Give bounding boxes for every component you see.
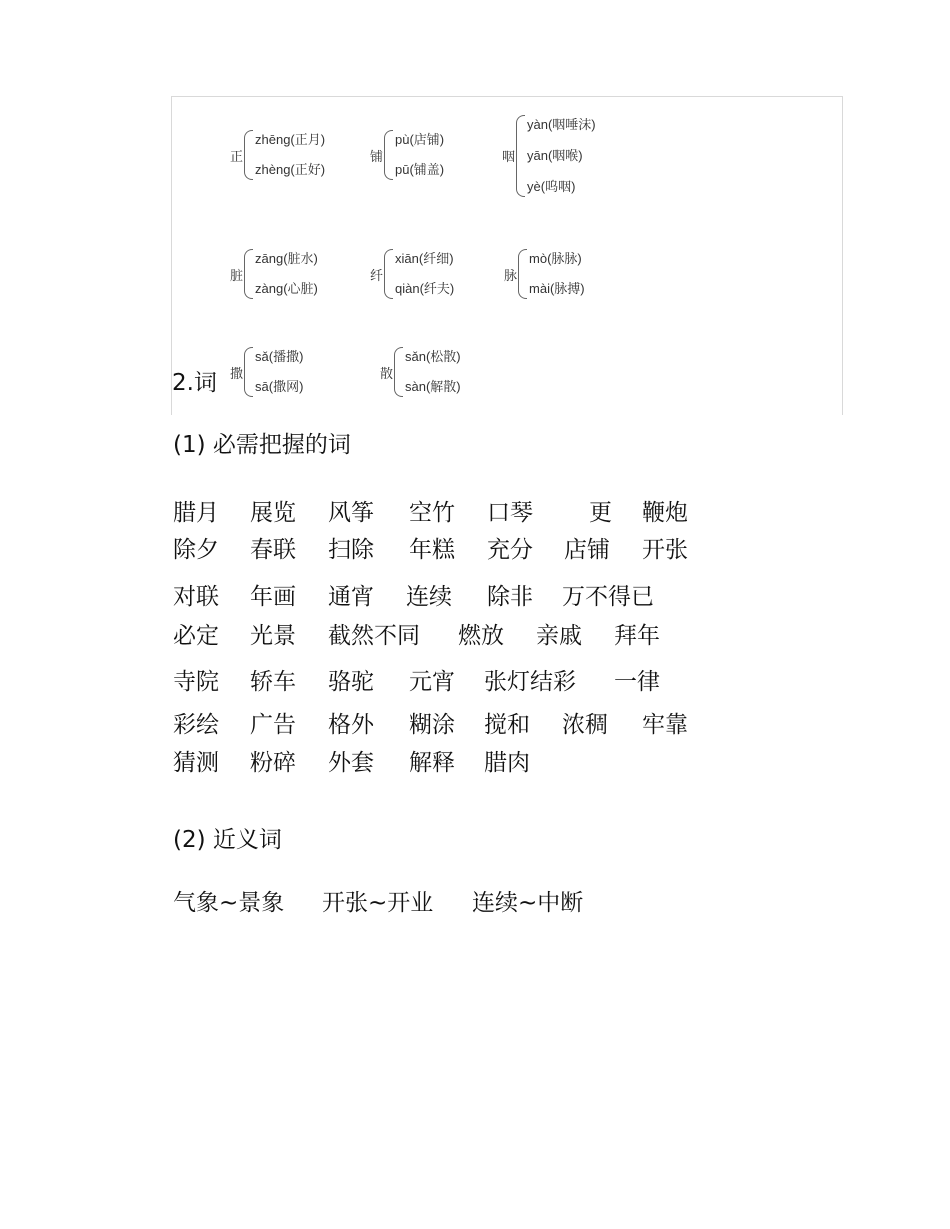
word: 春联 — [250, 537, 296, 563]
pinyin-entry-sa — [230, 342, 303, 402]
reading: yān(咽喉) — [527, 148, 583, 163]
subheading-synonyms: (2) 近义词 — [173, 827, 282, 853]
brace-icon — [244, 130, 253, 180]
word: 彩绘 — [173, 712, 219, 738]
word: 对联 — [173, 584, 219, 610]
subheading-required-words: (1) 必需把握的词 — [173, 432, 351, 458]
reading: xiān(纤细) — [395, 251, 454, 266]
word: 截然不同 — [328, 623, 420, 649]
reading: mò(脉脉) — [529, 251, 582, 266]
entry-char: 铺 — [370, 149, 384, 165]
pinyin-entry-qian — [370, 244, 454, 304]
section-title: 2.词 — [172, 370, 217, 396]
word: 店铺 — [564, 537, 610, 563]
word: 广告 — [250, 712, 296, 738]
word: 浓稠 — [562, 712, 608, 738]
word: 口琴 — [487, 500, 533, 526]
word: 除夕 — [173, 537, 219, 563]
pinyin-entry-san — [380, 342, 461, 402]
reading: yàn(咽唾沫) — [527, 117, 596, 132]
pinyin-entry-yan — [502, 109, 596, 202]
word: 更 — [589, 500, 612, 526]
word: 年画 — [250, 584, 296, 610]
word: 充分 — [487, 537, 533, 563]
word: 搅和 — [484, 712, 530, 738]
reading: mài(脉搏) — [529, 281, 585, 296]
word: 糊涂 — [409, 712, 455, 738]
brace-icon — [244, 249, 253, 299]
word: 牢靠 — [642, 712, 688, 738]
word: 张灯结彩 — [484, 669, 576, 695]
synonym-pair: 连续~中断 — [472, 890, 584, 916]
pinyin-figure — [171, 96, 843, 415]
word: 解释 — [409, 750, 455, 776]
entry-char: 正 — [230, 149, 244, 165]
word: 除非 — [487, 584, 533, 610]
pinyin-entry-mai — [504, 244, 585, 304]
word: 风筝 — [328, 500, 374, 526]
brace-icon — [244, 347, 253, 397]
word: 展览 — [250, 500, 296, 526]
word: 万不得已 — [562, 584, 654, 610]
reading: zàng(心脏) — [255, 281, 318, 296]
pinyin-entry-zang — [230, 244, 318, 304]
reading: sā(撒网) — [255, 379, 304, 394]
pinyin-entry-pu — [370, 125, 444, 185]
reading: sǎ(播撒) — [255, 349, 304, 364]
brace-icon — [394, 347, 403, 397]
reading: zhèng(正好) — [255, 162, 326, 177]
word: 寺院 — [173, 669, 219, 695]
word: 格外 — [328, 712, 374, 738]
word: 空竹 — [409, 500, 455, 526]
word: 通宵 — [328, 584, 374, 610]
word: 一律 — [614, 669, 660, 695]
word: 鞭炮 — [642, 500, 688, 526]
word: 必定 — [173, 623, 219, 649]
reading: zāng(脏水) — [255, 251, 318, 266]
word: 腊肉 — [484, 750, 530, 776]
pinyin-entry-zheng — [230, 125, 325, 185]
reading: zhēng(正月) — [255, 132, 326, 147]
word: 连续 — [406, 584, 452, 610]
entry-char: 脉 — [504, 268, 518, 284]
reading: yè(呜咽) — [527, 179, 576, 194]
reading: pù(店铺) — [395, 132, 445, 147]
entry-char: 撒 — [230, 366, 244, 382]
entry-char: 纤 — [370, 268, 384, 284]
word: 粉碎 — [250, 750, 296, 776]
word: 开张 — [642, 537, 688, 563]
entry-char: 散 — [380, 366, 394, 382]
brace-icon — [518, 249, 527, 299]
reading: sàn(解散) — [405, 379, 461, 394]
word: 拜年 — [614, 623, 660, 649]
word: 亲戚 — [536, 623, 582, 649]
entry-char: 脏 — [230, 268, 244, 284]
word: 腊月 — [173, 500, 219, 526]
word: 元宵 — [409, 669, 455, 695]
word: 年糕 — [409, 537, 455, 563]
word: 骆驼 — [328, 669, 374, 695]
reading: qiàn(纤夫) — [395, 281, 455, 296]
word: 扫除 — [328, 537, 374, 563]
entry-char: 咽 — [502, 150, 516, 165]
brace-icon — [384, 249, 393, 299]
brace-icon — [384, 130, 393, 180]
synonym-pair: 开张~开业 — [322, 890, 434, 916]
synonym-pair: 气象~景象 — [173, 890, 285, 916]
word: 光景 — [250, 623, 296, 649]
word: 猜测 — [173, 750, 219, 776]
word: 燃放 — [458, 623, 504, 649]
word: 外套 — [328, 750, 374, 776]
word: 轿车 — [250, 669, 296, 695]
brace-icon — [516, 115, 525, 197]
reading: sǎn(松散) — [405, 349, 461, 364]
reading: pū(铺盖) — [395, 162, 445, 177]
